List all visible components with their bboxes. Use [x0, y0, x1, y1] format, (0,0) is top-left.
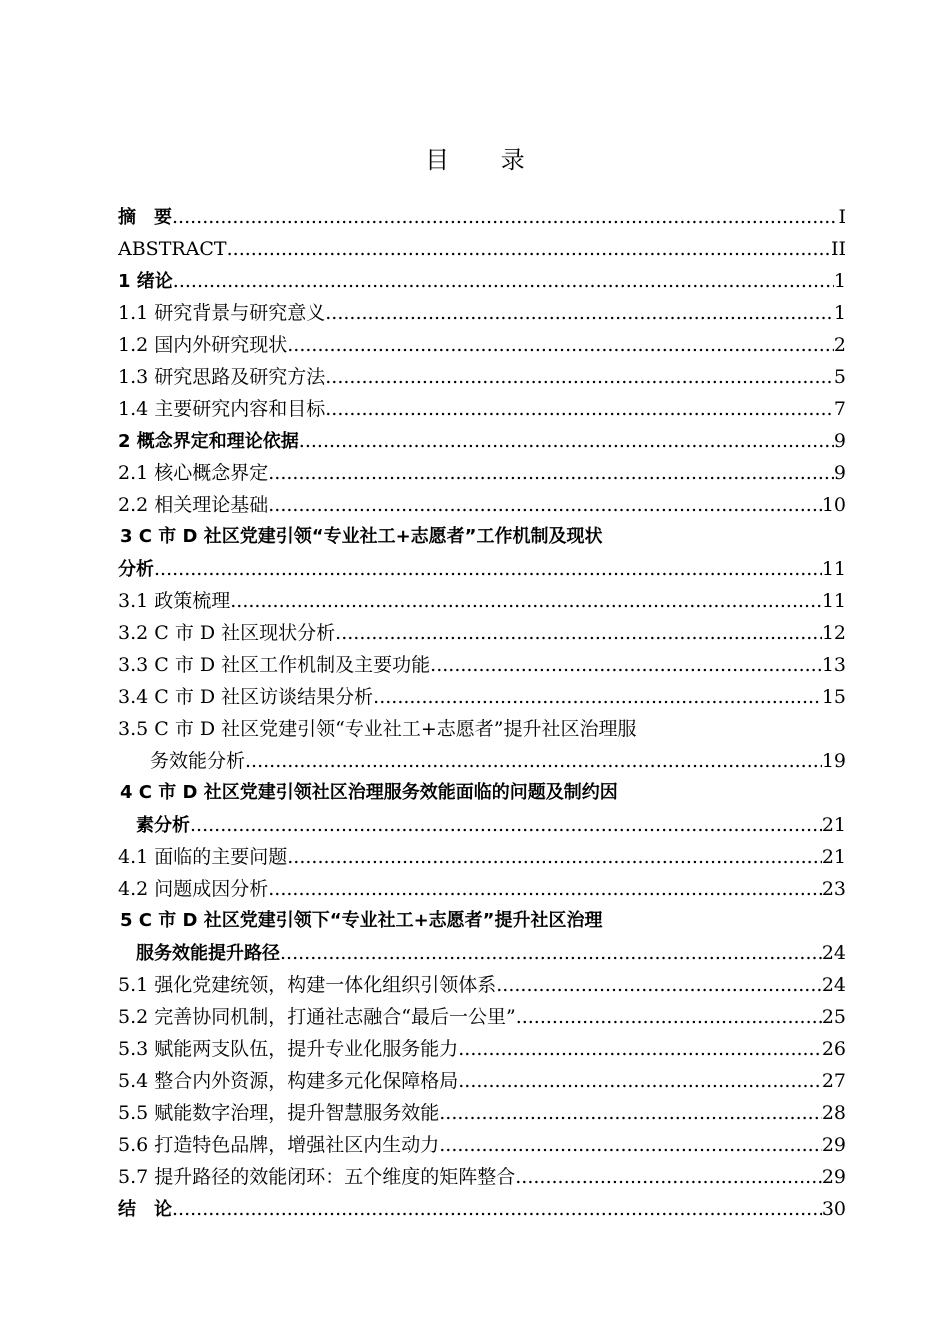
toc-page-number: II	[830, 238, 846, 260]
toc-page-number: 5	[833, 366, 846, 388]
toc-page-number: 15	[821, 686, 846, 708]
toc-entry-label: 3 C 市 D 社区党建引领“专业社工+志愿者”工作机制及现状	[120, 526, 603, 547]
toc-leader-dots	[373, 681, 822, 713]
toc-entry-1-2[interactable]	[118, 329, 846, 361]
toc-entry-5-6[interactable]	[118, 1129, 846, 1161]
toc-leader-dots	[280, 937, 822, 969]
toc-entry-5-1[interactable]	[118, 969, 846, 1001]
toc-entry-5-3[interactable]	[118, 1033, 846, 1065]
toc-entry-label: 结 论	[118, 1199, 172, 1220]
toc-page-number: 21	[821, 814, 846, 836]
toc-entry-4-2[interactable]	[118, 873, 846, 905]
toc-page-number: 23	[821, 878, 846, 900]
toc-leader-dots	[458, 1065, 822, 1097]
toc-leader-dots	[268, 873, 822, 905]
toc-entry-5-7[interactable]	[118, 1161, 846, 1193]
toc-page-number: I	[838, 206, 846, 228]
toc-entry-chapter-5-line1[interactable]	[118, 905, 846, 937]
toc-page-number: 27	[821, 1070, 846, 1092]
toc-leader-dots	[430, 649, 822, 681]
toc-leader-dots	[190, 809, 822, 841]
toc-entry-label: 2.1 核心概念界定	[118, 462, 269, 484]
toc-entry-5-4[interactable]	[118, 1065, 846, 1097]
toc-page-number: 26	[821, 1038, 846, 1060]
toc-entry-label-continued: 素分析	[136, 815, 190, 836]
toc-entry-chapter-4-line2[interactable]	[118, 809, 846, 841]
toc-leader-dots	[516, 1001, 822, 1033]
toc-leader-dots	[299, 425, 834, 457]
toc-leader-dots	[439, 1129, 822, 1161]
toc-entry-label: ABSTRACT	[118, 238, 227, 260]
toc-leader-dots	[439, 1097, 822, 1129]
toc-entry-label: 4 C 市 D 社区党建引领社区治理服务效能面临的问题及制约因	[120, 782, 618, 803]
toc-leader-dots	[325, 393, 834, 425]
toc-entry-chapter-3-line2[interactable]	[118, 553, 846, 585]
toc-entry-chapter-4-line1[interactable]	[118, 777, 846, 809]
toc-leader-dots	[227, 233, 831, 265]
toc-leader-dots	[268, 457, 834, 489]
toc-entry-1-3[interactable]	[118, 361, 846, 393]
toc-entry-label: 5.4 整合内外资源，构建多元化保障格局	[118, 1070, 459, 1092]
toc-leader-dots	[325, 297, 834, 329]
toc-leader-dots	[325, 361, 834, 393]
toc-entry-label: 5.7 提升路径的效能闭环：五个维度的矩阵整合	[118, 1166, 516, 1188]
toc-leader-dots	[268, 489, 822, 521]
toc-entry-1-4[interactable]	[118, 393, 846, 425]
toc-entry-2-2[interactable]	[118, 489, 846, 521]
toc-entry-4-1[interactable]	[118, 841, 846, 873]
toc-leader-dots	[154, 553, 822, 585]
toc-leader-dots	[172, 1193, 822, 1225]
toc-entry-label: 3.1 政策梳理	[118, 590, 231, 612]
toc-entry-label: 1 绪论	[118, 271, 173, 292]
toc-entry-chapter-3-line1[interactable]	[118, 521, 846, 553]
toc-entry-abstract-en[interactable]	[118, 233, 846, 265]
toc-entry-label-continued: 务效能分析	[150, 750, 246, 772]
table-of-contents	[118, 201, 846, 1225]
toc-page-number: 28	[821, 1102, 846, 1124]
toc-entry-label: 5.1 强化党建统领，构建一体化组织引领体系	[118, 974, 497, 996]
toc-entry-chapter-2[interactable]	[118, 425, 846, 457]
toc-entry-label: 3.2 C 市 D 社区现状分析	[118, 622, 336, 644]
toc-entry-label: 1.3 研究思路及研究方法	[118, 366, 326, 388]
toc-page-number: 13	[821, 654, 846, 676]
toc-entry-label: 3.4 C 市 D 社区访谈结果分析	[118, 686, 374, 708]
toc-page-number: 29	[821, 1166, 846, 1188]
toc-entry-label: 5.2 完善协同机制，打通社志融合“最后一公里”	[118, 1006, 516, 1028]
toc-entry-label: 1.4 主要研究内容和目标	[118, 398, 326, 420]
toc-entry-label: 5.5 赋能数字治理，提升智慧服务效能	[118, 1102, 440, 1124]
toc-entry-3-5-line1[interactable]	[118, 713, 846, 745]
toc-entry-label: 5.6 打造特色品牌，增强社区内生动力	[118, 1134, 440, 1156]
toc-page-number: 11	[821, 590, 846, 612]
toc-entry-label-continued: 分析	[118, 559, 154, 580]
toc-leader-dots	[458, 1033, 822, 1065]
toc-entry-5-2[interactable]	[118, 1001, 846, 1033]
toc-page-number: 24	[821, 974, 846, 996]
toc-page-number: 29	[821, 1134, 846, 1156]
toc-entry-3-4[interactable]	[118, 681, 846, 713]
toc-entry-3-2[interactable]	[118, 617, 846, 649]
toc-page-number: 12	[821, 622, 846, 644]
toc-leader-dots	[496, 969, 822, 1001]
toc-title: 目 录	[425, 146, 547, 174]
toc-entry-abstract-cn[interactable]	[118, 201, 846, 233]
toc-entry-5-5[interactable]	[118, 1097, 846, 1129]
toc-entry-3-5-line2[interactable]	[118, 745, 846, 777]
toc-leader-dots	[173, 265, 834, 297]
toc-entry-label: 3.5 C 市 D 社区党建引领“专业社工+志愿者”提升社区治理服	[118, 718, 637, 740]
toc-leader-dots	[245, 745, 822, 777]
toc-entry-label: 1.1 研究背景与研究意义	[118, 302, 326, 324]
toc-entry-3-1[interactable]	[118, 585, 846, 617]
toc-page-number: 9	[833, 430, 846, 452]
toc-entry-conclusion[interactable]	[118, 1193, 846, 1225]
toc-page-number: 21	[821, 846, 846, 868]
toc-leader-dots	[515, 1161, 822, 1193]
toc-entry-label: 4.2 问题成因分析	[118, 878, 269, 900]
toc-page-number: 24	[821, 942, 846, 964]
toc-entry-label: 1.2 国内外研究现状	[118, 334, 288, 356]
toc-page-number: 19	[821, 750, 846, 772]
toc-entry-label: 5.3 赋能两支队伍，提升专业化服务能力	[118, 1038, 459, 1060]
toc-entry-3-3[interactable]	[118, 649, 846, 681]
toc-entry-label: 摘 要	[118, 207, 172, 228]
toc-page-number: 1	[833, 270, 846, 292]
toc-entry-chapter-1[interactable]	[118, 265, 846, 297]
toc-page-number: 7	[833, 398, 846, 420]
toc-page-number: 2	[833, 334, 846, 356]
toc-page-number: 11	[821, 558, 846, 580]
toc-entry-label: 2.2 相关理论基础	[118, 494, 269, 516]
toc-leader-dots	[287, 841, 822, 873]
toc-entry-label: 2 概念界定和理论依据	[118, 431, 299, 452]
toc-entry-label: 5 C 市 D 社区党建引领下“专业社工+志愿者”提升社区治理	[120, 910, 603, 931]
toc-leader-dots	[230, 585, 822, 617]
toc-entry-2-1[interactable]	[118, 457, 846, 489]
toc-entry-label: 3.3 C 市 D 社区工作机制及主要功能	[118, 654, 431, 676]
toc-entry-label-continued: 服务效能提升路径	[136, 943, 280, 964]
toc-page-number: 1	[833, 302, 846, 324]
toc-leader-dots	[172, 201, 838, 233]
toc-entry-chapter-5-line2[interactable]	[118, 937, 846, 969]
toc-entry-1-1[interactable]	[118, 297, 846, 329]
toc-page-number: 9	[833, 462, 846, 484]
toc-leader-dots	[335, 617, 822, 649]
toc-leader-dots	[287, 329, 834, 361]
toc-page-number: 30	[821, 1198, 846, 1220]
toc-entry-label: 4.1 面临的主要问题	[118, 846, 288, 868]
toc-page-number: 25	[821, 1006, 846, 1028]
toc-page-number: 10	[821, 494, 846, 516]
